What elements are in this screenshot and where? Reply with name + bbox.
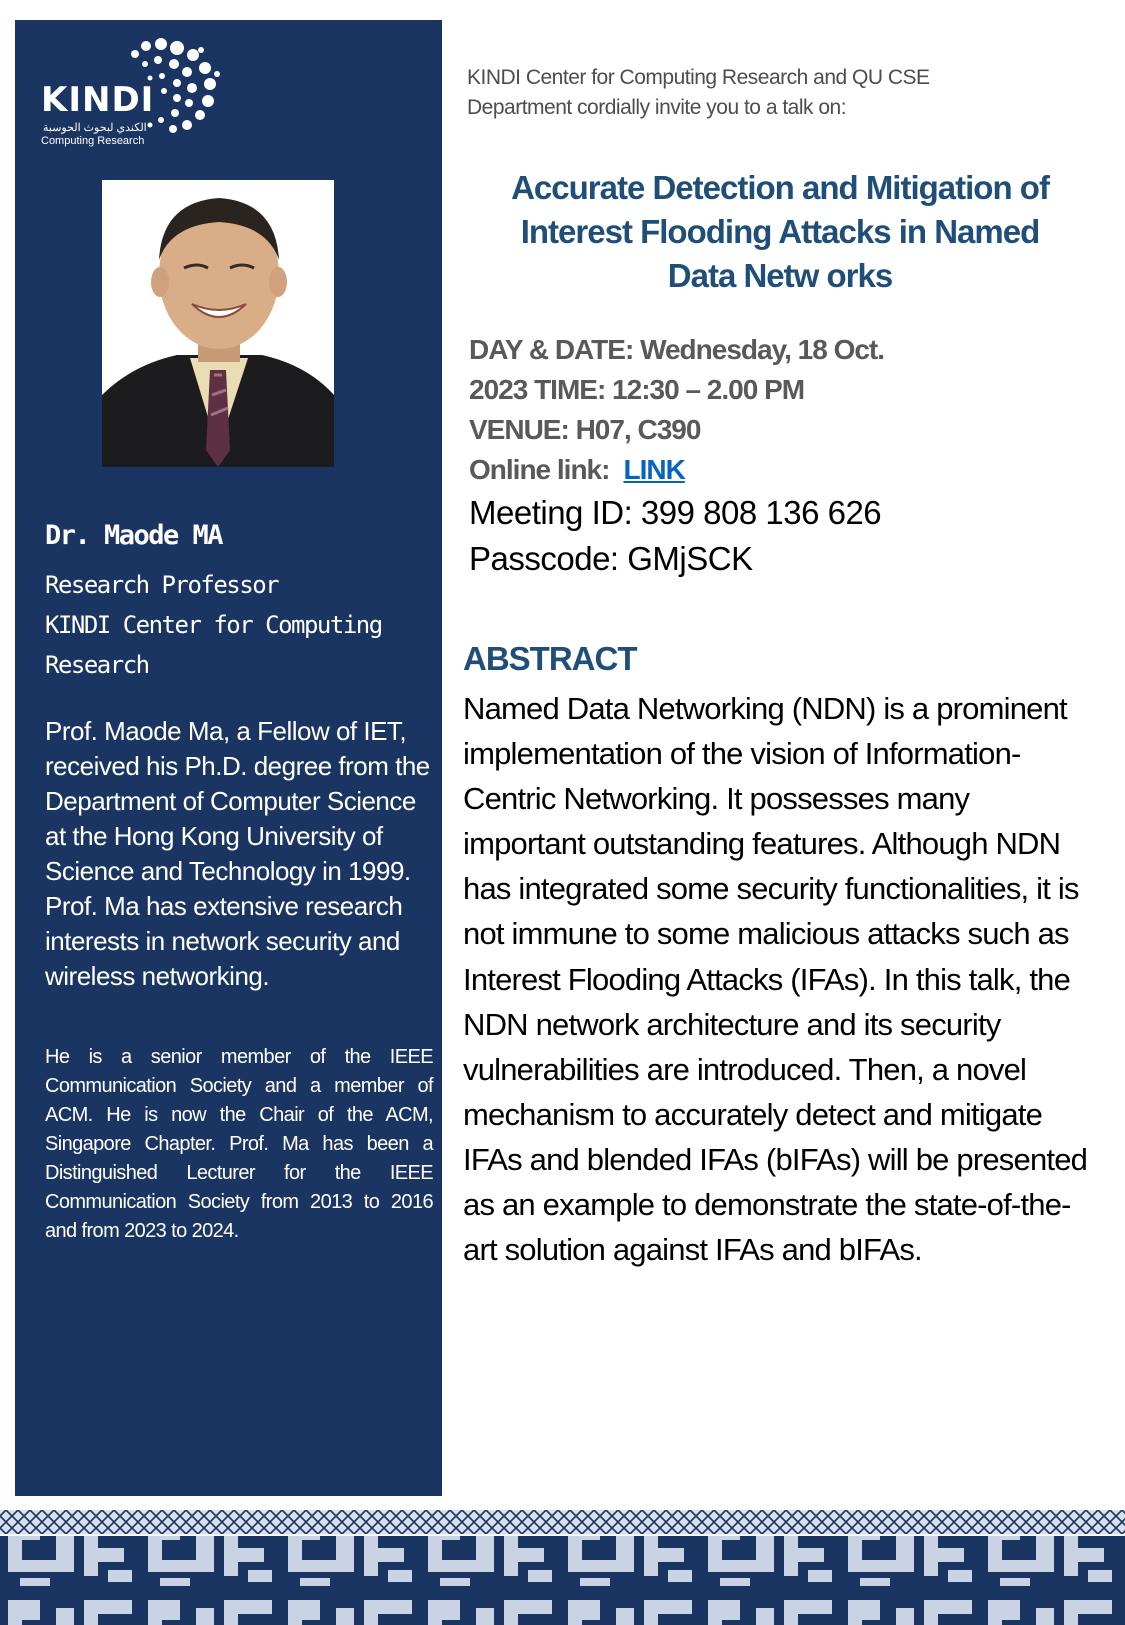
title-line: Accurate Detection and Mitigation of [511, 169, 1049, 206]
role-line: Research [45, 651, 149, 679]
speaker-name: Dr. Maode MA [45, 520, 223, 551]
role-line: Research Professor [45, 571, 279, 599]
event-details [469, 330, 919, 490]
invitation-text: KINDI Center for Computing Research and QU CSE Department cordially invite you to a talk on: [467, 66, 930, 119]
meeting-info [469, 490, 881, 582]
online-link[interactable]: LINK [623, 454, 685, 485]
talk-title [480, 166, 1080, 298]
meeting-id: Meeting ID: 399 808 136 626 [469, 494, 882, 531]
role-line: KINDI Center for Computing [45, 611, 382, 639]
venue-line: VENUE: H07, C390 [469, 414, 701, 445]
passcode: Passcode: GMjSCK [469, 540, 753, 577]
date-line: DAY & DATE: Wednesday, 18 Oct. [469, 334, 885, 365]
time-line: 2023 TIME: 12:30 – 2.00 PM [469, 374, 805, 405]
title-line: Interest Flooding Attacks in Named [520, 213, 1040, 250]
abstract-body: Named Data Networking (NDN) is a prominent implementation of the vision of Information-Centric Networking. It possesses many important outstanding features. Although NDN has integrated some security functionalities, it is not immune to some malicious attacks such as Interest Flooding Attacks (IFAs). In this talk, the NDN network architecture and its security vulnerabilities are introduced. Then, a novel mechanism to accurately detect and mitigate IFAs and blended IFAs (bIFAs) will be presented as an example to demonstrate the state-of-the-art solution against IFAs and bIFAs. [463, 691, 1088, 1268]
online-link-label: Online link: [469, 454, 610, 485]
logo-arabic-text: الكندي لبحوث الحوسبة [43, 122, 147, 134]
decorative-pattern-border [0, 1510, 1125, 1625]
speaker-role [45, 565, 425, 685]
speaker-bio-details: He is a senior member of the IEEE Communication Society and a member of ACM. He is now the Chair of the ACM, Singapore Chapter. Prof. Ma has been a Distinguished Lecturer for the IEEE Communication Society from 2013 to 2016 and from 2023 to 2024. [45, 1046, 433, 1242]
speaker-photo [102, 180, 334, 467]
title-line: Data Netw orks [667, 257, 893, 294]
online-link-line [469, 450, 919, 490]
portrait-illustration [102, 180, 334, 467]
speaker-sidebar [15, 20, 442, 1496]
kindi-logo [27, 28, 227, 163]
abstract-heading: ABSTRACT [463, 640, 637, 677]
speaker-bio: Prof. Maode Ma, a Fellow of IET, received his Ph.D. degree from the Department of Computer Science at the Hong Kong University of Science and Technology in 1999. Prof. Ma has extensive research interests in network security and wireless networking. [45, 716, 430, 991]
logo-wordmark: KINDI [41, 80, 155, 120]
logo-subtitle: Computing Research [41, 135, 145, 147]
